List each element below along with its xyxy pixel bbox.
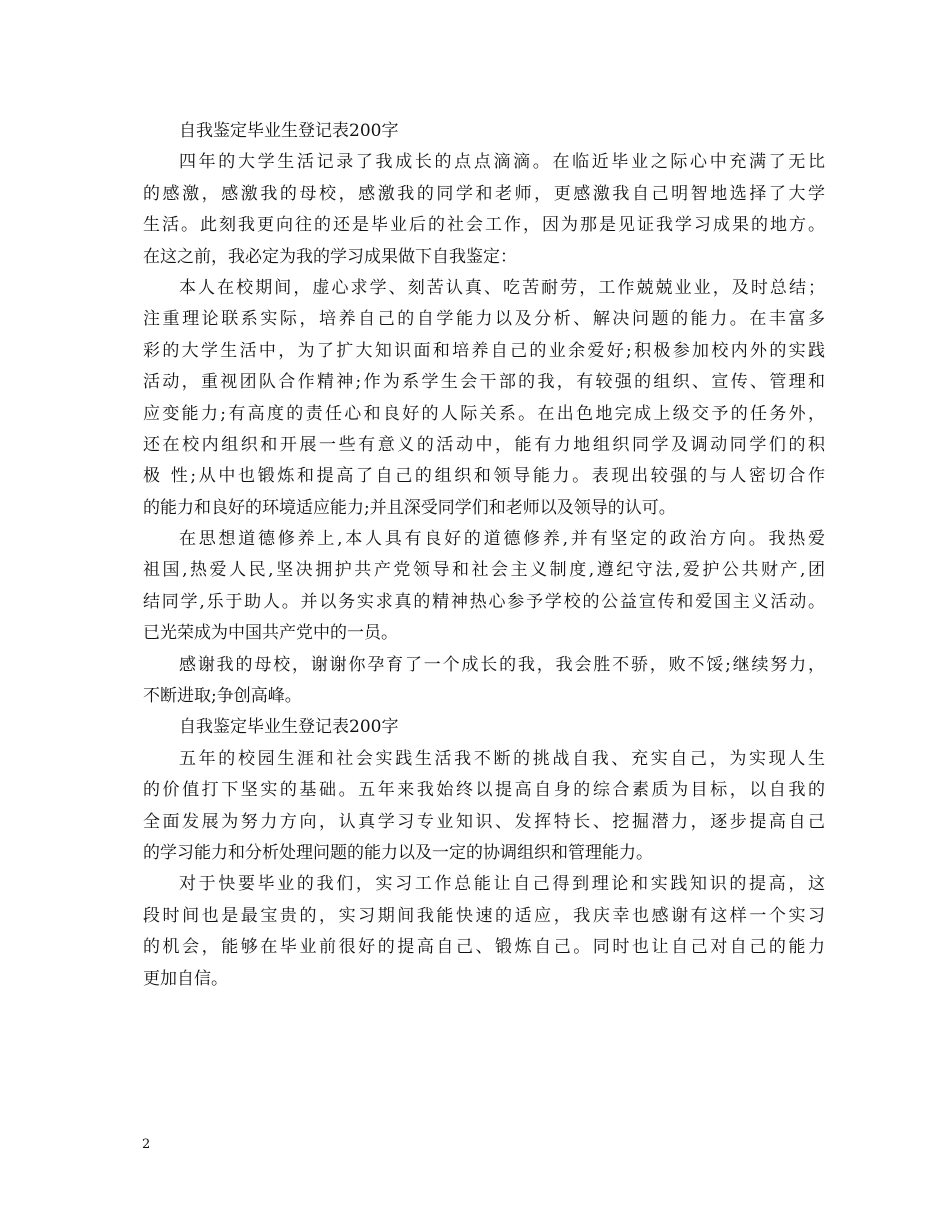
document-body [143, 116, 825, 995]
paragraph-line: 段时间也是最宝贵的，实习期间我能快速的适应，我庆幸也感谢有这样一个实习 [143, 905, 825, 926]
paragraph-line: 的价值打下坚实的基础。五年来我始终以提高自身的综合素质为目标，以自我的 [143, 780, 825, 801]
paragraph-line: 已光荣成为中国共产党中的一员。 [143, 623, 398, 644]
paragraph-line: 活动，重视团队合作精神;作为系学生会干部的我，有较强的组织、宣传、管理和 [143, 372, 825, 393]
paragraph-line: 不断进取;争创高峰。 [143, 686, 302, 707]
paragraph-line: 五年的校园生涯和社会实践生活我不断的挑战自我、充实自己，为实现人生 [179, 748, 825, 769]
paragraph-line: 结同学,乐于助人。并以务实求真的精神热心参予学校的公益宣传和爱国主义活动。 [143, 591, 825, 612]
paragraph-line: 祖国,热爱人民,坚决拥护共产党领导和社会主义制度,遵纪守法,爱护公共财产,团 [143, 560, 825, 581]
paragraph-line: 的感激，感激我的母校，感激我的同学和老师，更感激我自己明智地选择了大学 [143, 183, 825, 204]
paragraph-line: 还在校内组织和开展一些有意义的活动中，能有力地组织同学及调动同学们的积 [143, 434, 825, 455]
paragraph-line: 的学习能力和分析处理问题的能力以及一定的协调组织和管理能力。 [143, 842, 653, 863]
paragraph-line: 对于快要毕业的我们，实习工作总能让自己得到理论和实践知识的提高，这 [179, 874, 825, 895]
paragraph-line: 注重理论联系实际，培养自己的自学能力以及分析、解决问题的能力。在丰富多 [143, 309, 825, 330]
paragraph-line: 全面发展为努力方向，认真学习专业知识、发挥特长、挖掘潜力，逐步提高自己 [143, 811, 825, 832]
paragraph-line: 的能力和良好的环境适应能力;并且深受同学们和老师以及领导的认可。 [143, 497, 676, 518]
paragraph-line: 四年的大学生活记录了我成长的点点滴滴。在临近毕业之际心中充满了无比 [179, 152, 825, 173]
paragraph-line: 本人在校期间，虚心求学、刻苦认真、吃苦耐劳，工作兢兢业业，及时总结； [179, 277, 825, 298]
paragraph-line: 感谢我的母校，谢谢你孕育了一个成长的我，我会胜不骄，败不馁;继续努力， [179, 654, 825, 675]
section-heading: 自我鉴定毕业生登记表200字 [179, 121, 399, 141]
page-number: 2 [142, 1137, 151, 1152]
paragraph-line: 的机会，能够在毕业前很好的提高自己、锻炼自己。同时也让自己对自己的能力 [143, 937, 825, 958]
paragraph-line: 极 性;从中也锻炼和提高了自己的组织和领导能力。表现出较强的与人密切合作 [143, 466, 825, 487]
paragraph-line: 在思想道德修养上,本人具有良好的道德修养,并有坚定的政治方向。我热爱 [179, 529, 825, 550]
paragraph-line: 在这之前，我必定为我的学习成果做下自我鉴定： [143, 246, 517, 267]
section-heading: 自我鉴定毕业生登记表200字 [179, 717, 399, 738]
paragraph-line: 生活。此刻我更向往的还是毕业后的社会工作，因为那是见证我学习成果的地方。 [143, 215, 825, 236]
paragraph-line: 应变能力;有高度的责任心和良好的人际关系。在出色地完成上级交予的任务外， [143, 403, 825, 424]
paragraph-line: 彩的大学生活中，为了扩大知识面和培养自己的业余爱好;积极参加校内外的实践 [143, 340, 825, 361]
paragraph-line: 更加自信。 [143, 968, 228, 989]
